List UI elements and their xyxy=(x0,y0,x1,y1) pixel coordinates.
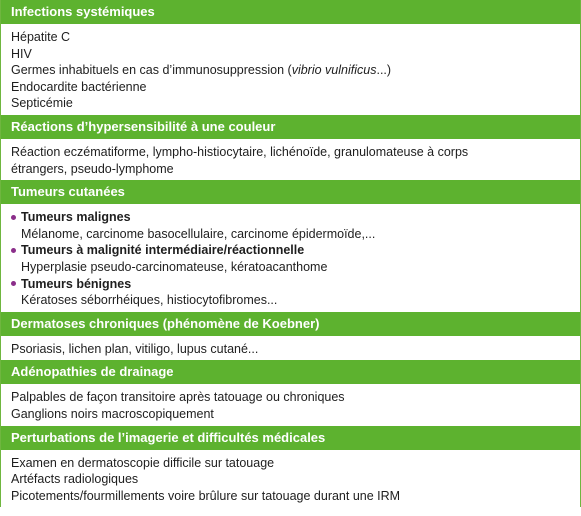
section-body-imaging xyxy=(1,450,580,508)
list-item-text: Germes inhabituels en cas d’immunosuppression ( xyxy=(11,63,292,78)
section-header-imaging: Perturbations de l’imagerie et difficultés médicales xyxy=(1,426,580,450)
bullet-icon xyxy=(11,215,16,220)
list-item: étrangers, pseudo-lymphome xyxy=(11,161,174,176)
bullet-icon xyxy=(11,281,16,286)
subgroup-heading-benign xyxy=(11,276,570,293)
section-body-infections xyxy=(1,24,580,115)
list-item: Hépatite C xyxy=(11,30,71,44)
section-header-adenopathies: Adénopathies de drainage xyxy=(1,360,580,384)
section-body-adenopathies xyxy=(1,384,580,425)
list-item-immunosuppression xyxy=(11,62,570,79)
bullet-icon xyxy=(11,248,16,253)
list-item: Picotements/fourmillements voire brûlure sur tatouage durant une IRM xyxy=(11,488,401,503)
list-item-suffix: ...) xyxy=(376,63,392,78)
subgroup-label: Tumeurs à malignité intermédiaire/réactionnelle xyxy=(21,243,305,258)
subgroup-label: Tumeurs malignes xyxy=(21,210,131,225)
section-header-infections: Infections systémiques xyxy=(1,0,580,24)
list-item: Artéfacts radiologiques xyxy=(11,472,139,487)
list-item: Examen en dermatoscopie difficile sur tatouage xyxy=(11,455,275,470)
section-header-hypersensitivity: Réactions d’hypersensibilité à une couleur xyxy=(1,115,580,139)
subgroup-text: Kératoses séborrhéiques, histiocytofibromes... xyxy=(21,293,278,308)
subgroup-text: Mélanome, carcinome basocellulaire, carcinome épidermoïde,... xyxy=(21,226,376,241)
list-item: Palpables de façon transitoire après tatouage ou chroniques xyxy=(11,390,345,405)
list-item: HIV xyxy=(11,46,32,61)
subgroup-label: Tumeurs bénignes xyxy=(21,276,132,291)
subgroup-text: Hyperplasie pseudo-carcinomateuse, kératoacanthome xyxy=(21,259,328,274)
subgroup-heading-malignant xyxy=(11,209,570,226)
list-item: Endocardite bactérienne xyxy=(11,79,147,94)
list-item: Réaction eczématiforme, lympho-histiocytaire, lichénoïde, granulomateuse à corps xyxy=(11,144,469,159)
italic-species: vibrio vulnificus xyxy=(291,63,377,78)
list-item: Psoriasis, lichen plan, vitiligo, lupus cutané... xyxy=(11,341,259,356)
section-body-hypersensitivity xyxy=(1,139,580,180)
subgroup-heading-intermediate xyxy=(11,242,570,259)
section-header-tumors: Tumeurs cutanées xyxy=(1,180,580,204)
section-body-tumors xyxy=(1,204,580,312)
section-body-dermatoses xyxy=(1,336,580,361)
list-item: Septicémie xyxy=(11,96,73,111)
list-item: Ganglions noirs macroscopiquement xyxy=(11,406,214,421)
section-header-dermatoses: Dermatoses chroniques (phénomène de Koebner) xyxy=(1,312,580,336)
